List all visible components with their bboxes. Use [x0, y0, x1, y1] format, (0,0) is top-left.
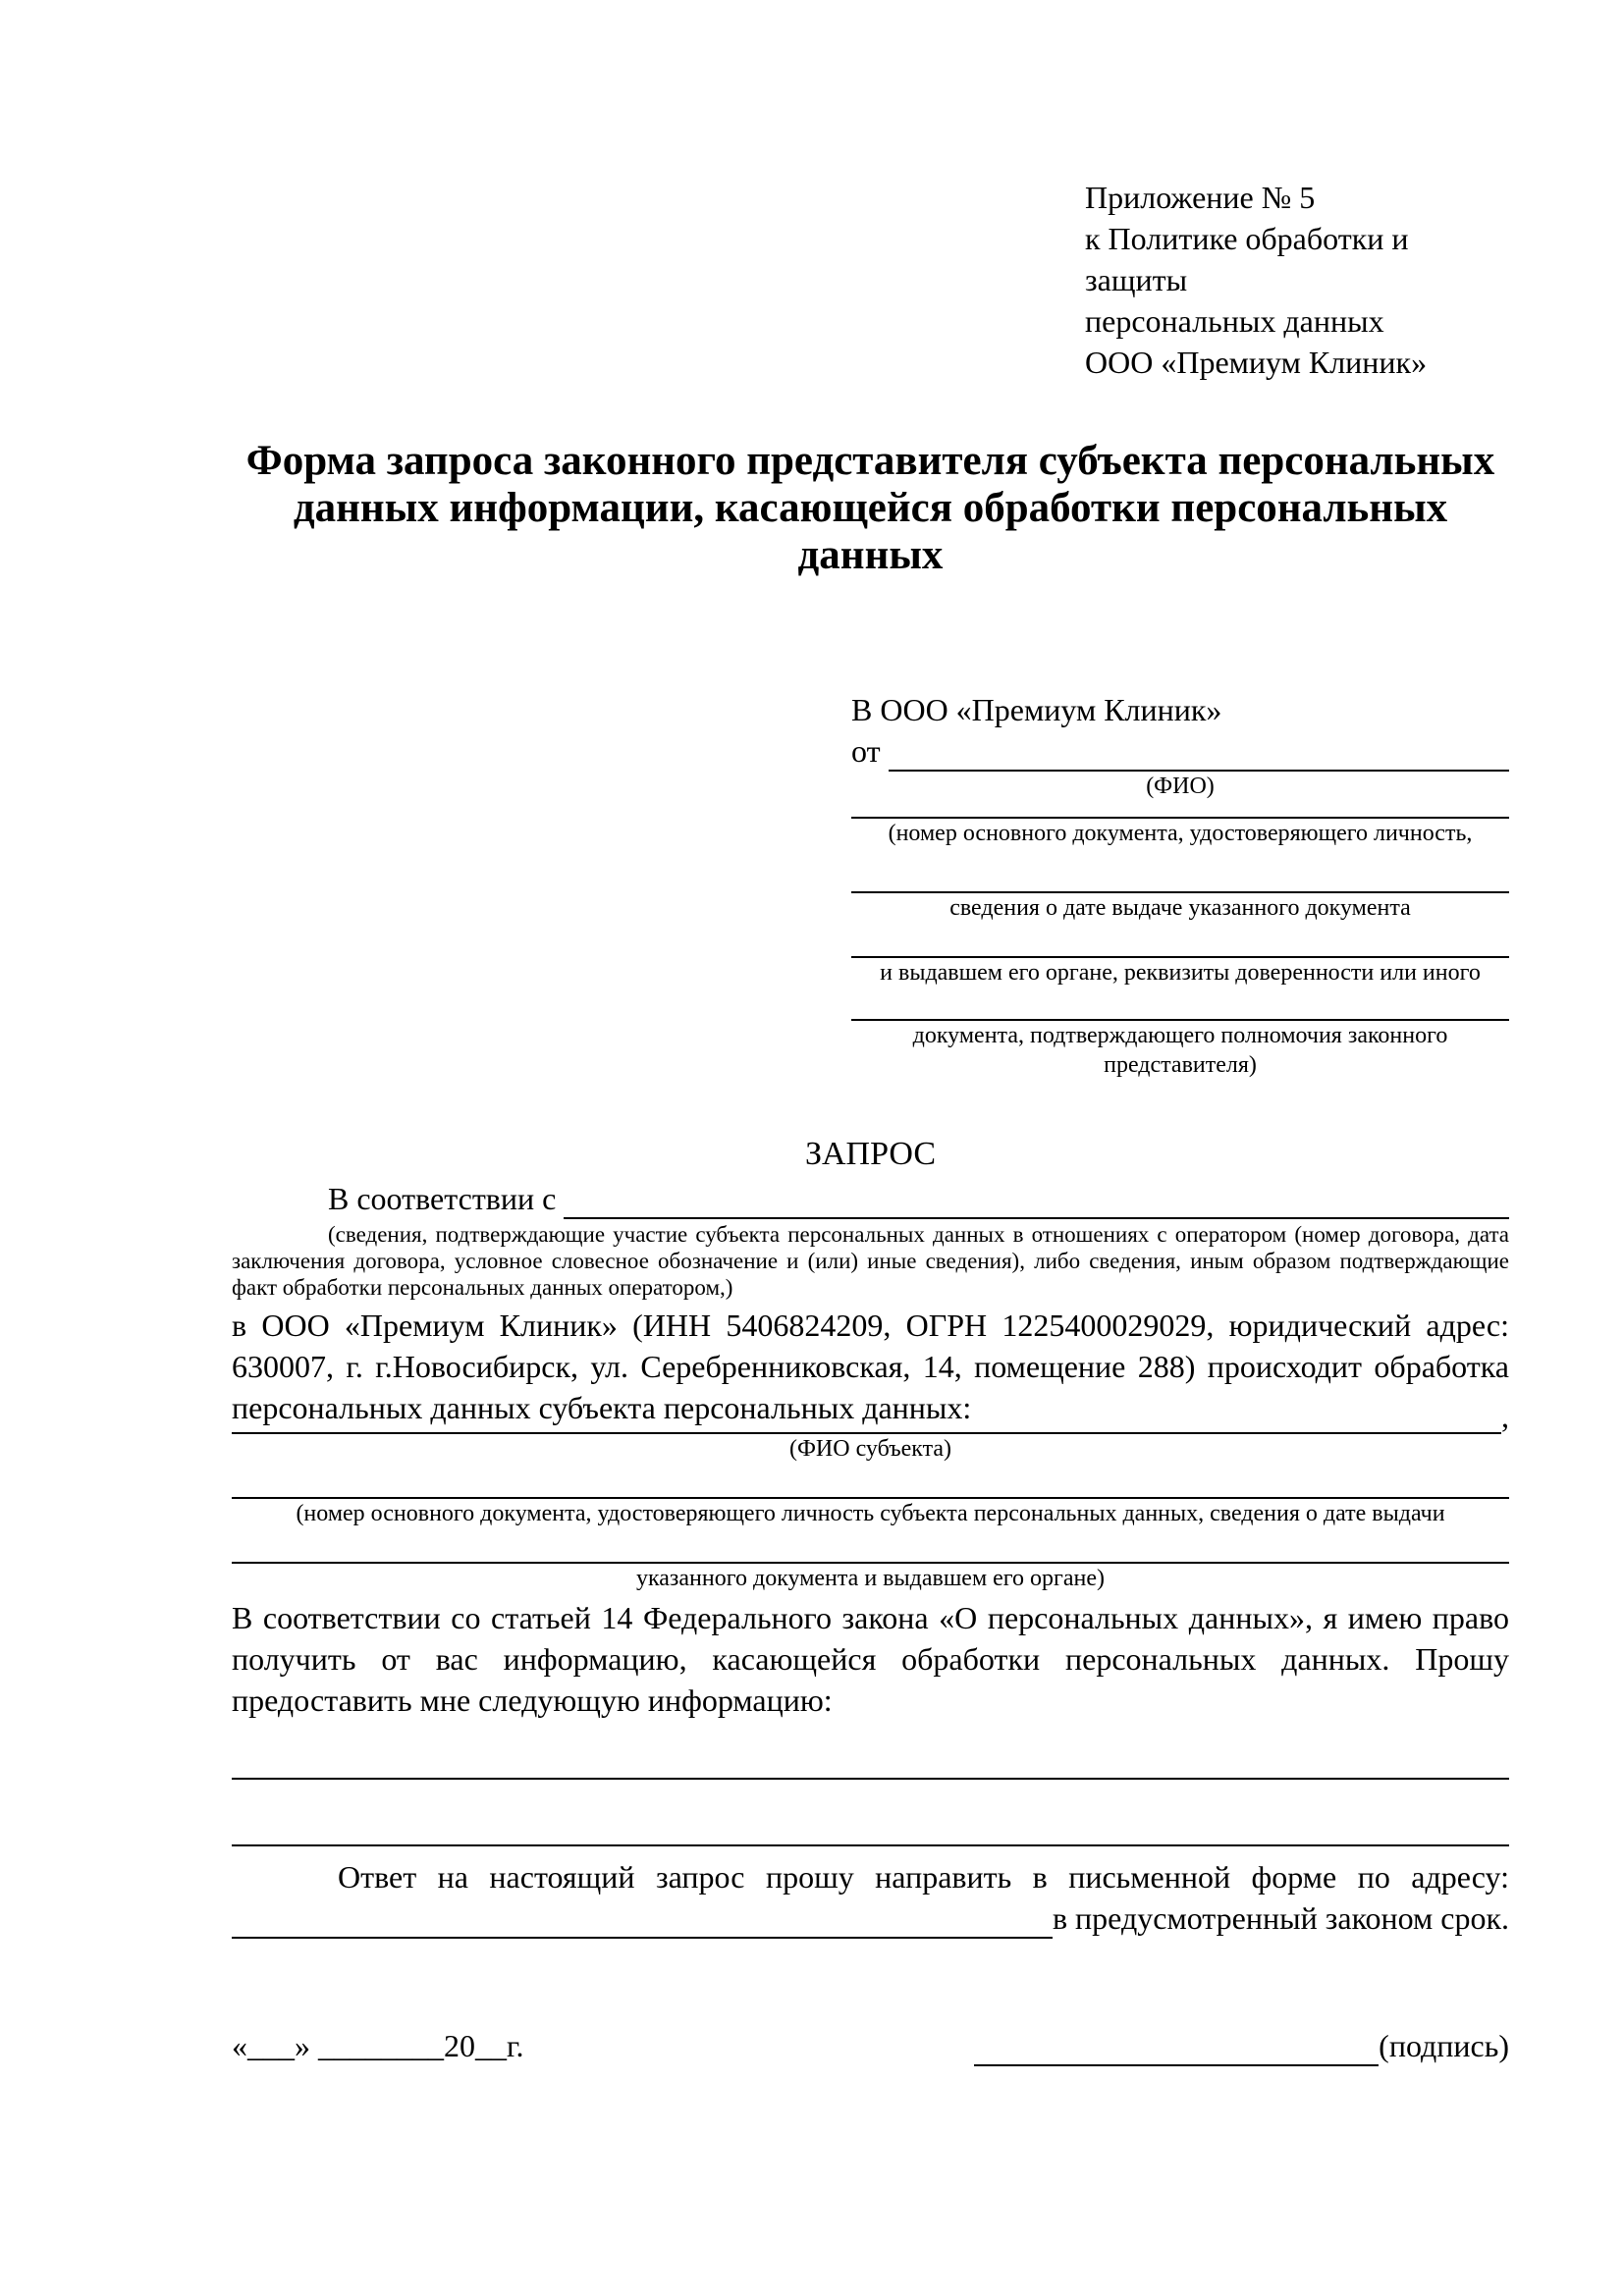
representative-doc-caption-3: и выдавшем его органе, реквизиты доверенности или иного — [880, 960, 1481, 986]
subject-doc-caption-1: (номер основного документа, удостоверяющего личность субъекта персональных данных, сведения о дате выдачи — [296, 1501, 1445, 1526]
document-title: Форма запроса законного представителя субъекта персональных данных информации, касающейся обработки персональных данных — [245, 438, 1495, 578]
subject-doc-line-2 — [232, 1528, 1509, 1564]
operator-paragraph: в ООО «Премиум Клиник» (ИНН 5406824209, ОГРН 1225400029029, юридический адрес: 630007, г. г.Новосибирск, ул. Серебренниковская, 14, помещение 288) происходит обработка персональных данных субъекта персональных данных: — [232, 1308, 1509, 1425]
appendix-policy-line: к Политике обработки и защиты — [1085, 221, 1409, 297]
subject-fio-row — [232, 1397, 1509, 1434]
date-blank: «___» ________20__г. — [232, 2028, 524, 2063]
subject-fio-caption: (ФИО субъекта) — [788, 1436, 952, 1462]
answer-suffix: в предусмотренный законом срок. — [1052, 1900, 1509, 1936]
representative-doc-line-4 — [851, 988, 1509, 1021]
appendix-header — [1085, 177, 1512, 383]
intro-row — [232, 1178, 1509, 1219]
address-fill-line — [232, 1901, 1053, 1939]
addressee-company: В ООО «Премиум Клиник» — [851, 692, 1222, 727]
subject-doc-caption-2: указанного документа и выдавшем его органе) — [635, 1566, 1106, 1591]
subject-doc-line-1 — [232, 1464, 1509, 1499]
from-row — [851, 730, 1509, 772]
representative-doc-line-2 — [851, 848, 1509, 893]
trailing-comma: , — [1501, 1399, 1509, 1434]
signature-caption: (подпись) — [1379, 2028, 1509, 2063]
address-row — [232, 1897, 1509, 1939]
addressee-block — [851, 689, 1509, 1080]
representative-doc-caption-1: (номер основного документа, удостоверяющего личность, — [888, 821, 1473, 846]
appendix-policy-line2: персональных данных — [1085, 303, 1384, 339]
fio-caption: (ФИО) — [1146, 774, 1215, 799]
appendix-company: ООО «Премиум Клиник» — [1085, 345, 1428, 380]
fine-print-note: (сведения, подтверждающие участие субъекта персональных данных в отношениях с оператором (номер договора, дата заключения договора, условное словесное обозначение и (или) иные сведения), либо сведения, иным образом подтверждающие факт обработки персональных данных оператором,) — [232, 1222, 1509, 1300]
answer-paragraph: Ответ на настоящий запрос прошу направить в письменной форме по адресу: — [338, 1859, 1509, 1895]
representative-doc-line-3 — [851, 923, 1509, 958]
signature-line — [974, 2029, 1379, 2066]
intro-fill-line — [564, 1217, 1509, 1219]
signature-group — [974, 2025, 1509, 2066]
from-label: от — [851, 733, 881, 769]
request-heading: ЗАПРОС — [804, 1136, 937, 1172]
representative-doc-caption-2: сведения о дате выдаче указанного документа — [949, 895, 1411, 921]
footer-row — [232, 2025, 1509, 2066]
info-blank-line-1 — [232, 1721, 1509, 1780]
subject-fio-line — [232, 1397, 1501, 1434]
representative-doc-line-1 — [851, 801, 1509, 819]
law-paragraph: В соответствии со статьей 14 Федерального закона «О персональных данных», я имею право получить от вас информацию, касающейся обработки персональных данных. Прошу предоставить мне следующую информацию: — [232, 1600, 1509, 1718]
appendix-number: Приложение № 5 — [1085, 180, 1316, 215]
representative-doc-caption-4: документа, подтверждающего полномочия законного представителя) — [912, 1023, 1448, 1078]
info-blank-line-2 — [232, 1780, 1509, 1846]
intro-prefix: В соответствии с — [328, 1181, 557, 1216]
